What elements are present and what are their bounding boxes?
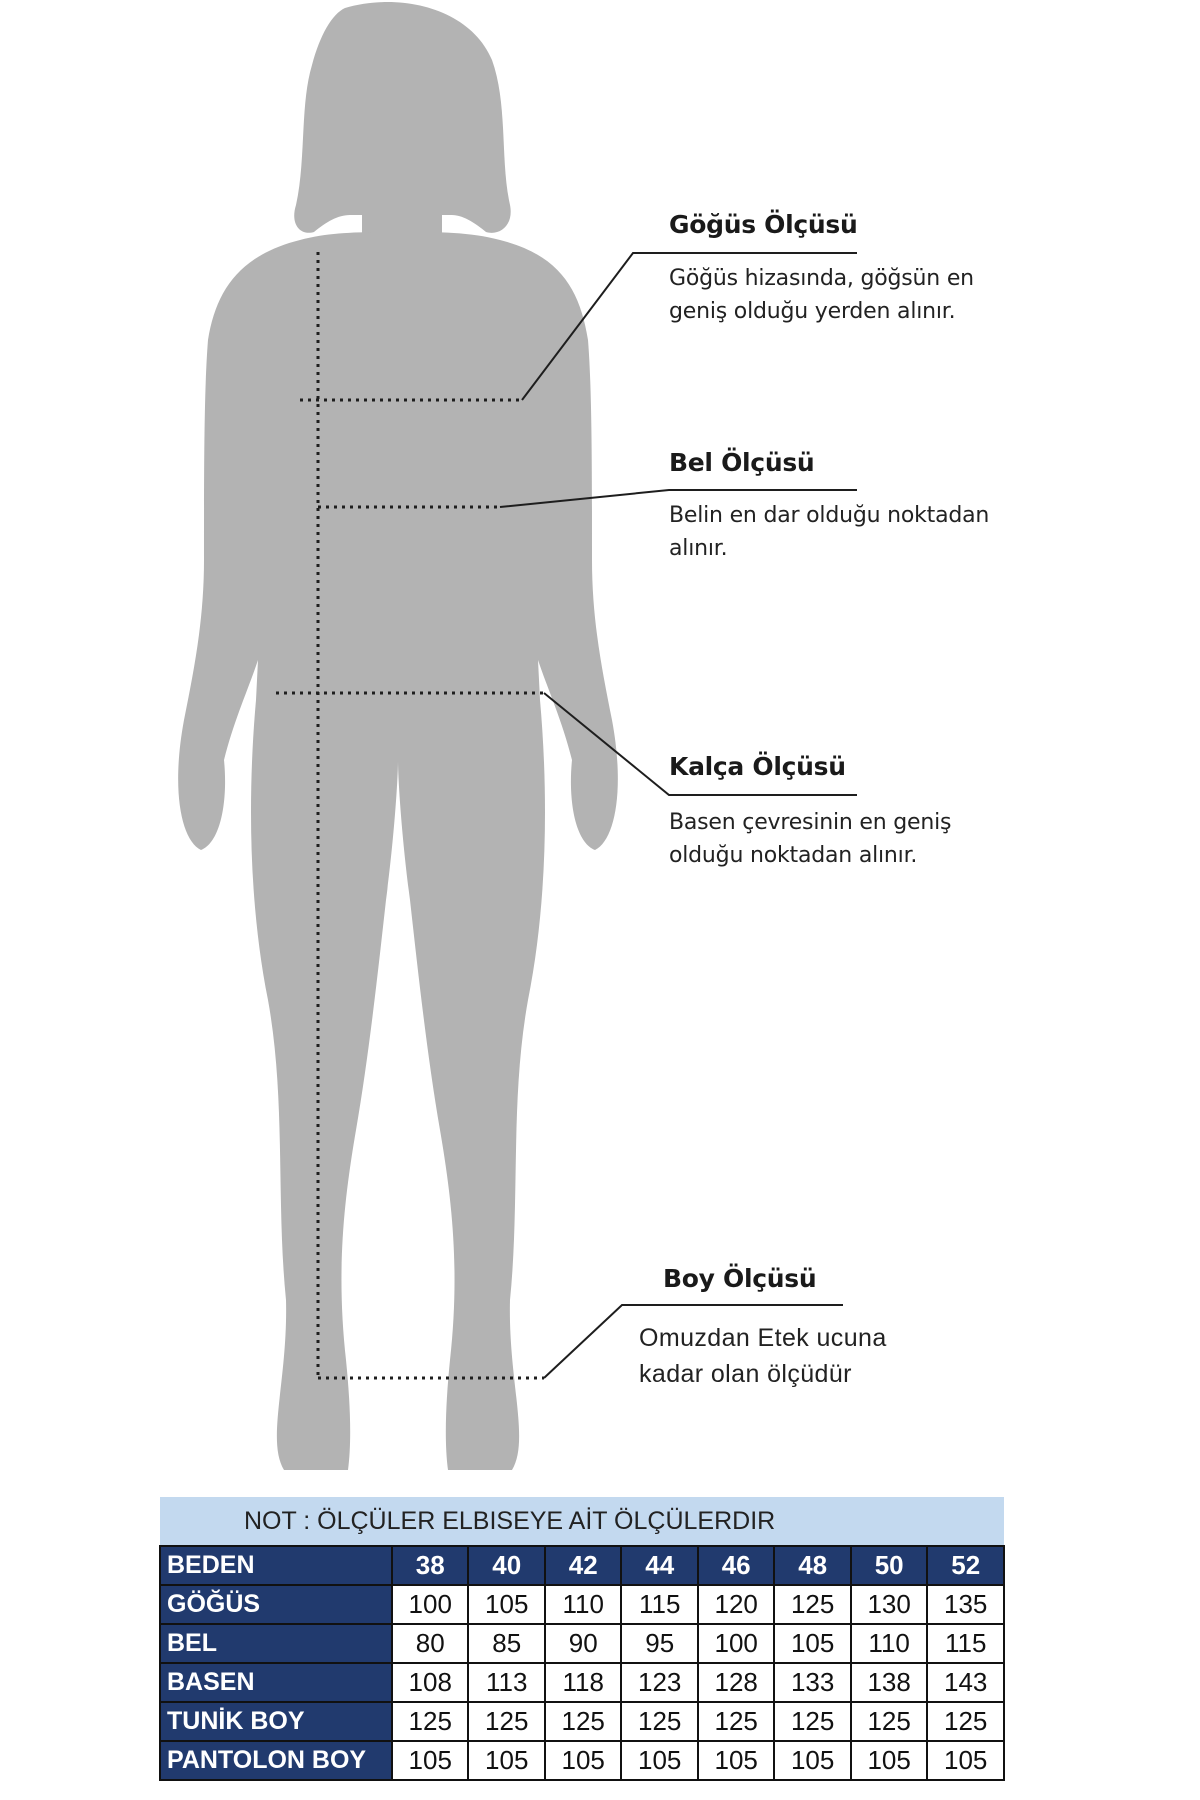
- size-note: NOT : ÖLÇÜLER ELBISEYE AİT ÖLÇÜLERDIR: [160, 1497, 1004, 1546]
- size-44: 44: [621, 1546, 697, 1585]
- size-chart-table: [159, 1497, 1005, 1781]
- table-cell: 105: [468, 1741, 544, 1780]
- hip-measure-description: Basen çevresinin en geniş olduğu noktadan alınır.: [669, 810, 952, 868]
- note-row: [160, 1497, 1004, 1546]
- table-cell: 100: [698, 1624, 774, 1663]
- table-row-waist: [160, 1624, 1004, 1663]
- table-cell: 115: [927, 1624, 1004, 1663]
- size-48: 48: [774, 1546, 850, 1585]
- table-cell: 143: [927, 1663, 1004, 1702]
- size-52: 52: [927, 1546, 1004, 1585]
- female-silhouette: [178, 2, 618, 1470]
- table-cell: 125: [392, 1702, 468, 1741]
- table-cell: 105: [851, 1741, 927, 1780]
- waist-measure-description: Belin en dar olduğu noktadan alınır.: [669, 503, 990, 561]
- chest-measure-description: Göğüs hizasında, göğsün en geniş olduğu yerden alınır.: [669, 266, 974, 324]
- table-cell: 105: [545, 1741, 621, 1780]
- height-measure-description: Omuzdan Etek ucuna kadar olan ölçüdür: [639, 1324, 887, 1388]
- table-cell: 123: [621, 1663, 697, 1702]
- table-cell: 110: [545, 1585, 621, 1624]
- table-cell: 125: [468, 1702, 544, 1741]
- row-label: BEL: [160, 1624, 392, 1663]
- size-40: 40: [468, 1546, 544, 1585]
- chest-measure-title: Göğüs Ölçüsü: [669, 210, 858, 239]
- table-cell: 125: [545, 1702, 621, 1741]
- row-label: GÖĞÜS: [160, 1585, 392, 1624]
- table-cell: 118: [545, 1663, 621, 1702]
- table-cell: 113: [468, 1663, 544, 1702]
- table-cell: 128: [698, 1663, 774, 1702]
- table-cell: 125: [774, 1702, 850, 1741]
- table-cell: 115: [621, 1585, 697, 1624]
- table-cell: 105: [392, 1741, 468, 1780]
- size-38: 38: [392, 1546, 468, 1585]
- table-cell: 130: [851, 1585, 927, 1624]
- row-label: BASEN: [160, 1663, 392, 1702]
- table-cell: 90: [545, 1624, 621, 1663]
- table-row-tunic-length: [160, 1702, 1004, 1741]
- table-cell: 105: [621, 1741, 697, 1780]
- table-row-hip: [160, 1663, 1004, 1702]
- table-row-trouser-length: [160, 1741, 1004, 1780]
- table-cell: 125: [927, 1702, 1004, 1741]
- size-header-row: [160, 1546, 1004, 1585]
- table-cell: 125: [774, 1585, 850, 1624]
- table-cell: 105: [927, 1741, 1004, 1780]
- table-cell: 105: [468, 1585, 544, 1624]
- hip-measure-title: Kalça Ölçüsü: [669, 752, 846, 781]
- table-cell: 105: [774, 1624, 850, 1663]
- table-cell: 120: [698, 1585, 774, 1624]
- table-cell: 80: [392, 1624, 468, 1663]
- table-cell: 108: [392, 1663, 468, 1702]
- row-label: TUNİK BOY: [160, 1702, 392, 1741]
- table-row-chest: [160, 1585, 1004, 1624]
- table-cell: 125: [698, 1702, 774, 1741]
- row-label: PANTOLON BOY: [160, 1741, 392, 1780]
- table-cell: 100: [392, 1585, 468, 1624]
- waist-measure-title: Bel Ölçüsü: [669, 448, 815, 477]
- table-cell: 125: [851, 1702, 927, 1741]
- table-cell: 110: [851, 1624, 927, 1663]
- table-cell: 105: [774, 1741, 850, 1780]
- table-cell: 133: [774, 1663, 850, 1702]
- table-cell: 135: [927, 1585, 1004, 1624]
- height-measure-title: Boy Ölçüsü: [663, 1264, 817, 1293]
- size-label: BEDEN: [160, 1546, 392, 1585]
- table-cell: 138: [851, 1663, 927, 1702]
- table-cell: 105: [698, 1741, 774, 1780]
- table-cell: 95: [621, 1624, 697, 1663]
- size-42: 42: [545, 1546, 621, 1585]
- size-50: 50: [851, 1546, 927, 1585]
- table-cell: 85: [468, 1624, 544, 1663]
- size-46: 46: [698, 1546, 774, 1585]
- table-cell: 125: [621, 1702, 697, 1741]
